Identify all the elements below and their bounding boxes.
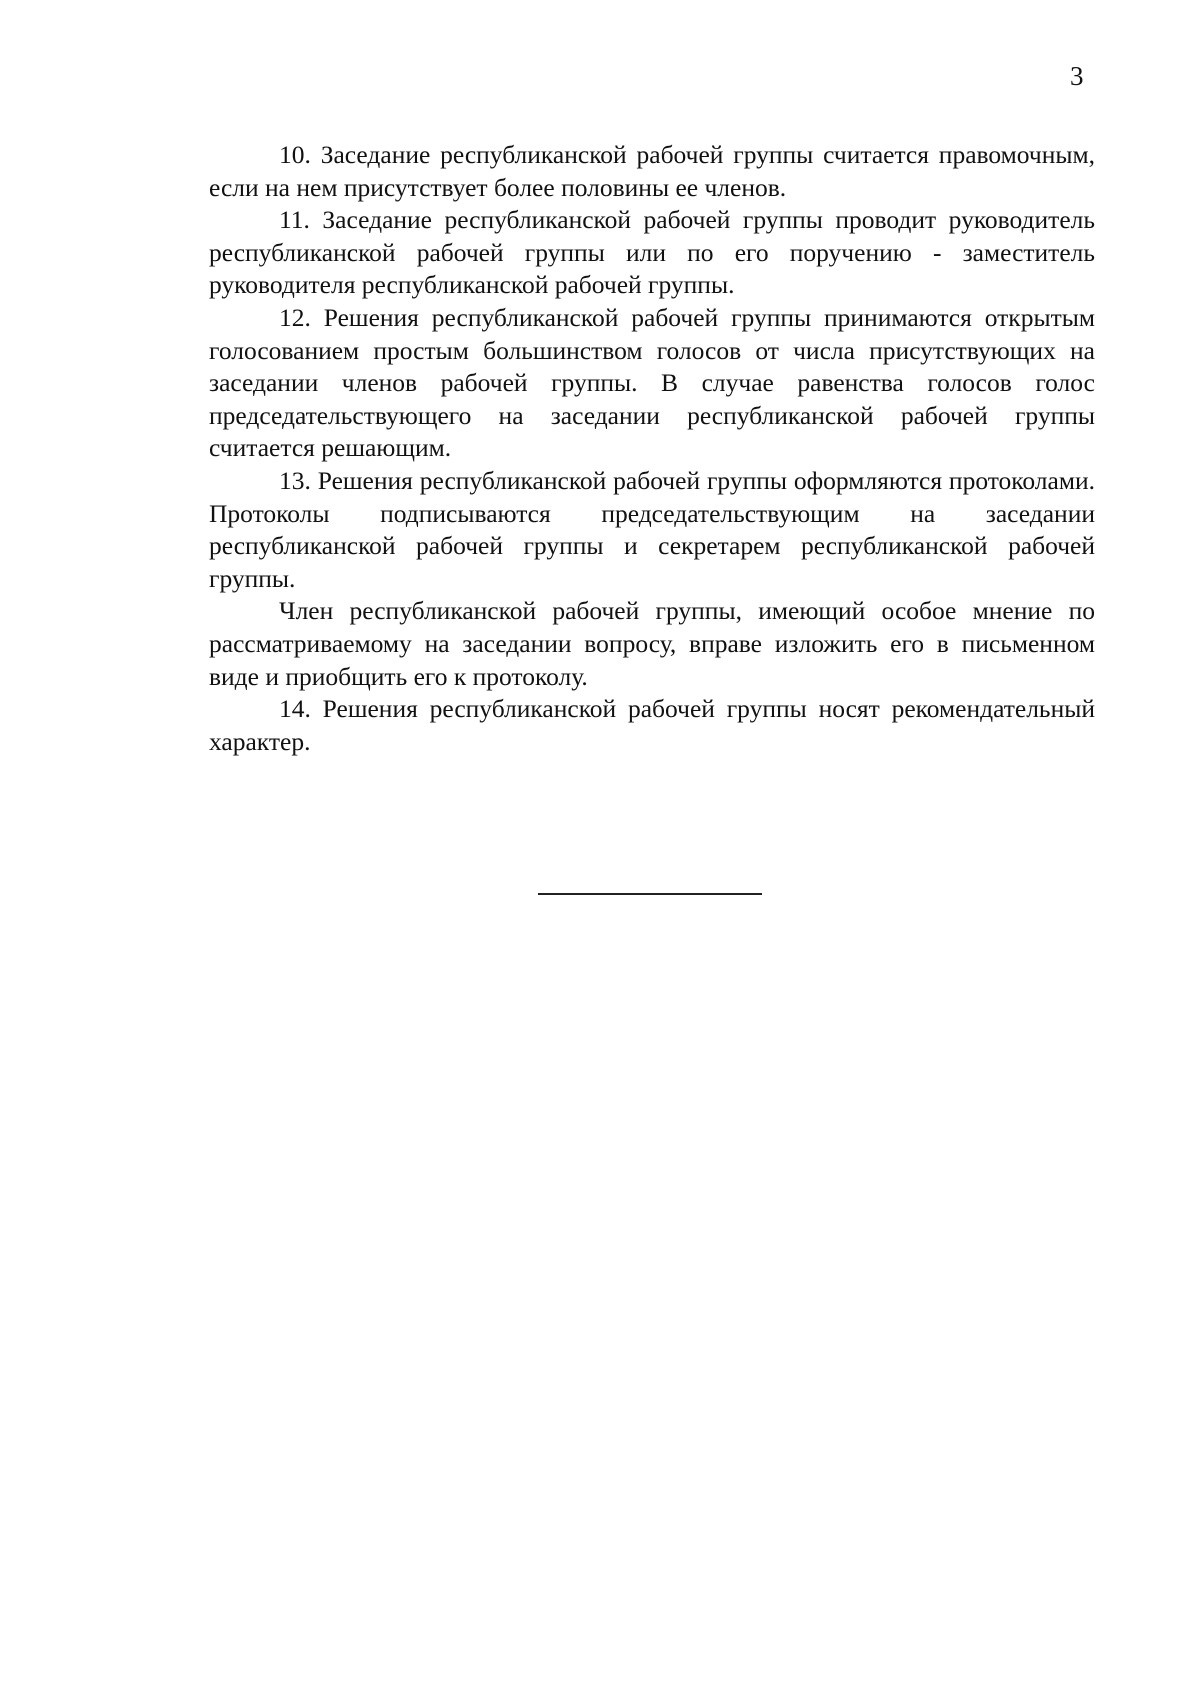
end-divider-line	[538, 893, 762, 895]
paragraph-11: 11. Заседание республиканской рабочей группы проводит руководитель республиканской рабочей группы или по его поручению - заместитель руководителя республиканской рабочей группы.	[209, 205, 1095, 300]
document-body	[209, 139, 1095, 758]
page-number: 3	[1070, 61, 1084, 91]
paragraph-12: 12. Решения республиканской рабочей группы принимаются открытым голосованием простым большинством голосов от числа присутствующих на заседании членов рабочей группы. В случае равенства голосов голос председательствующего на заседании республиканской рабочей группы считается решающим.	[209, 302, 1095, 463]
paragraph-13: 13. Решения республиканской рабочей группы оформляются протоколами. Протоколы подписываются председательствующим на заседании республиканской рабочей группы и секретарем республиканской рабочей группы.	[209, 465, 1095, 593]
paragraph-13-note: Член республиканской рабочей группы, имеющий особое мнение по рассматриваемому на заседании вопросу, вправе изложить его в письменном виде и приобщить его к протоколу.	[209, 596, 1095, 691]
paragraph-14: 14. Решения республиканской рабочей группы носят рекомендательный характер.	[209, 694, 1095, 756]
paragraph-10: 10. Заседание республиканской рабочей группы считается правомочным, если на нем присутствует более половины ее членов.	[209, 140, 1095, 202]
